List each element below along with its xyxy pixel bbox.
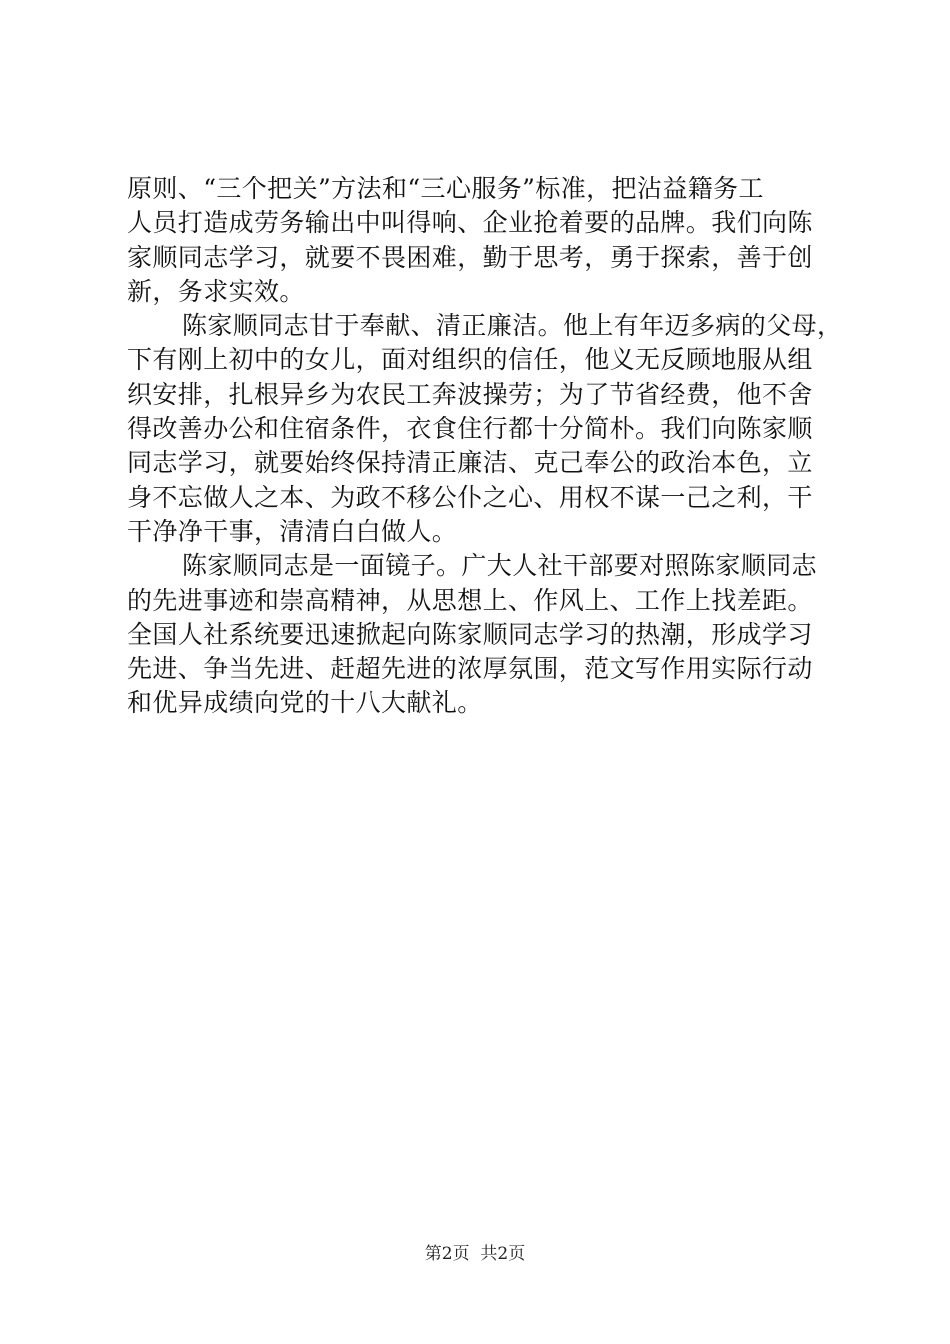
footer-separator bbox=[470, 1244, 481, 1264]
paragraph-2-line-3: 织安排，扎根异乡为农民工奔波操劳；为了节省经费，他不舍 bbox=[127, 379, 813, 409]
paragraph-2-line-2: 下有刚上初中的女儿，面对组织的信任，他义无反顾地服从组 bbox=[127, 345, 813, 375]
paragraph-2-line-1: 陈家顺同志甘于奉献、清正廉洁。他上有年迈多病的父母， bbox=[182, 311, 843, 341]
page-number: 第2页 bbox=[424, 1244, 470, 1264]
paragraph-3-line-3: 全国人社系统要迅速掀起向陈家顺同志学习的热潮，形成学习 bbox=[127, 619, 813, 649]
paragraph-2-line-7: 干净净干事，清清白白做人。 bbox=[127, 516, 458, 546]
body-text bbox=[127, 172, 843, 721]
paragraph-3-line-4: 先进、争当先进、赶超先进的浓厚氛围，范文写作用实际行动 bbox=[127, 654, 813, 684]
paragraph-1-line-1: 原则、“三个把关”方法和“三心服务”标准，把沾益籍务工 bbox=[127, 174, 764, 203]
paragraph-1-line-3: 家顺同志学习，就要不畏困难，勤于思考，勇于探索，善于创 bbox=[127, 242, 813, 272]
paragraph-2-line-6: 身不忘做人之本、为政不移公仆之心、用权不谋一己之利，干 bbox=[127, 482, 813, 512]
page-total: 共2页 bbox=[480, 1244, 526, 1264]
paragraph-3-line-2: 的先进事迹和崇高精神，从思想上、作风上、工作上找差距。 bbox=[127, 585, 813, 615]
paragraph-2-line-4: 得改善办公和住宿条件，衣食住行都十分简朴。我们向陈家顺 bbox=[127, 414, 813, 444]
paragraph-2-line-5: 同志学习，就要始终保持清正廉洁、克己奉公的政治本色，立 bbox=[127, 448, 813, 478]
page-footer bbox=[0, 1243, 950, 1265]
paragraph-1-line-2: 人员打造成劳务输出中叫得响、企业抢着要的品牌。我们向陈 bbox=[127, 208, 813, 238]
paragraph-3-line-1: 陈家顺同志是一面镜子。广大人社干部要对照陈家顺同志 bbox=[182, 551, 818, 581]
paragraph-1-line-4: 新，务求实效。 bbox=[127, 276, 305, 306]
paragraph-3-line-5: 和优异成绩向党的十八大献礼。 bbox=[127, 688, 483, 718]
